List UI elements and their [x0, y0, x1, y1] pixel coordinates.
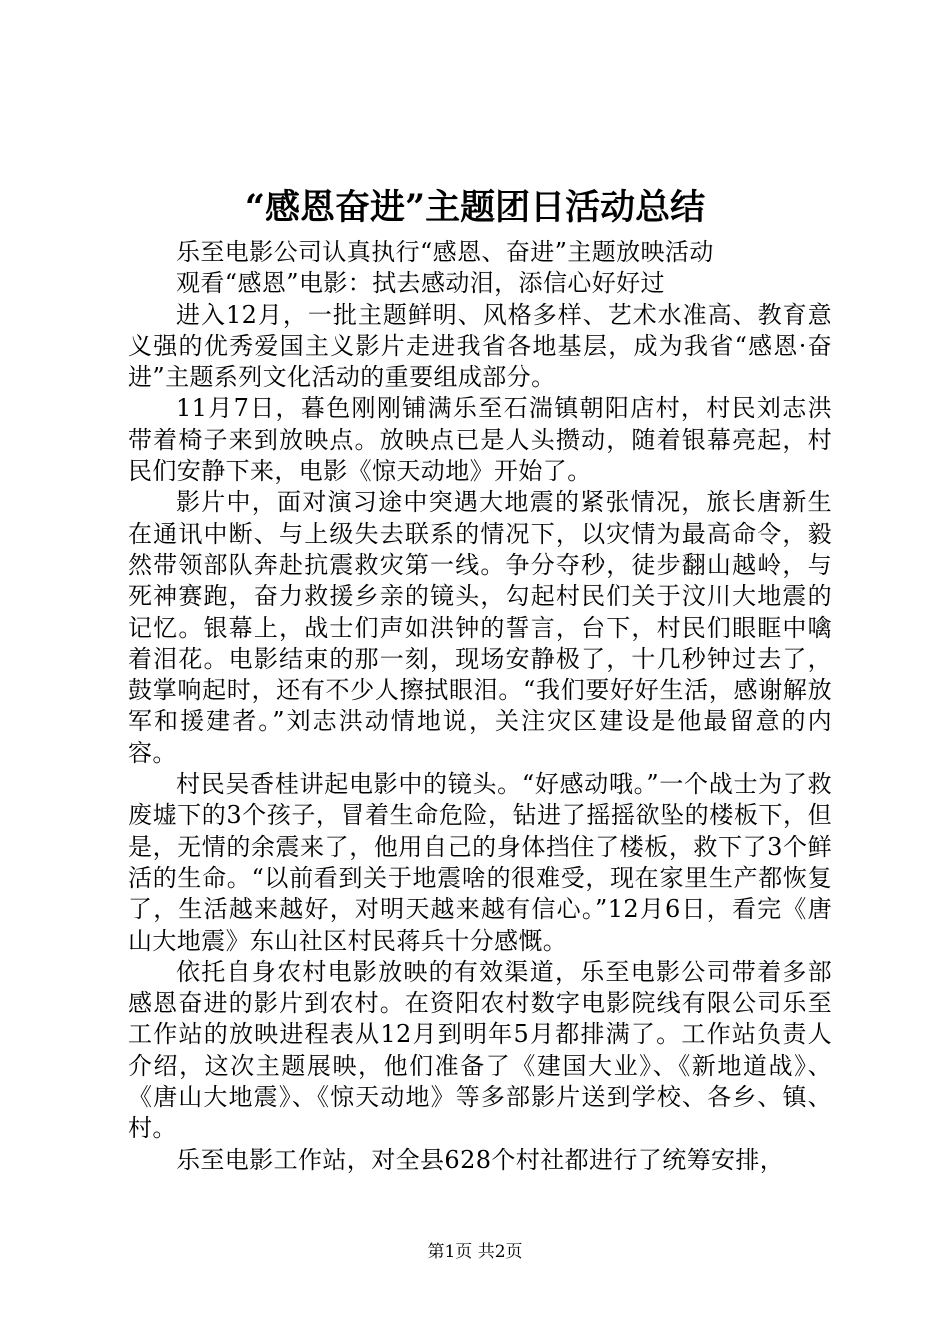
paragraph: 依托自身农村电影放映的有效渠道，乐至电影公司带着多部感恩奋进的影片到农村。在资阳农村数字电影院线有限公司乐至工作站的放映进程表从12月到明年5月都排满了。工作站负责人介绍，这次主题展映，他们准备了《建国大业》、《新地道战》、《唐山大地震》、《惊天动地》等多部影片送到学校、各乡、镇、村。: [128, 957, 832, 1143]
document-title: “感恩奋进”主题团日活动总结: [244, 187, 706, 228]
page-footer: 第1页 共2页: [427, 1242, 523, 1262]
paragraph: 村民吴香桂讲起电影中的镜头。“好感动哦。”一个战士为了救废墟下的3个孩子，冒着生命危险，钻进了摇摇欲坠的楼板下，但是，无情的余震来了，他用自己的身体挡住了楼板，救下了3个鲜活的生命。“以前看到关于地震啥的很难受，现在家里生产都恢复了，生活越来越好，对明天越来越有信心。”12月6日，看完《唐山大地震》东山社区村民蒋兵十分感慨。: [128, 770, 832, 955]
paragraph: 11月7日，暮色刚刚铺满乐至石湍镇朝阳店村，村民刘志洪带着椅子来到放映点。放映点已是人头攒动，随着银幕亮起，村民们安静下来，电影《惊天动地》开始了。: [128, 394, 832, 486]
document-body: [128, 237, 832, 1176]
paragraph: 进入12月，一批主题鲜明、风格多样、艺术水准高、教育意义强的优秀爱国主义影片走进我省各地基层，成为我省“感恩·奋进”主题系列文化活动的重要组成部分。: [128, 300, 832, 392]
paragraph: 乐至电影公司认真执行“感恩、奋进”主题放映活动: [176, 238, 714, 266]
paragraph: 观看“感恩”电影：拭去感动泪，添信心好好过: [176, 269, 665, 298]
paragraph: 乐至电影工作站，对全县628个村社都进行了统筹安排，: [176, 1145, 785, 1174]
paragraph: 影片中，面对演习途中突遇大地震的紧张情况，旅长唐新生在通讯中断、与上级失去联系的情况下，以灾情为最高命令，毅然带领部队奔赴抗震救灾第一线。争分夺秒，徒步翻山越岭，与死神赛跑，奋力救援乡亲的镜头，勾起村民们关于汶川大地震的记忆。银幕上，战士们声如洪钟的誓言，台下，村民们眼眶中噙着泪花。电影结束的那一刻，现场安静极了，十几秒钟过去了，鼓掌响起时，还有不少人擦拭眼泪。“我们要好好生活，感谢解放军和援建者。”刘志洪动情地说，关注灾区建设是他最留意的内容。: [128, 488, 832, 767]
